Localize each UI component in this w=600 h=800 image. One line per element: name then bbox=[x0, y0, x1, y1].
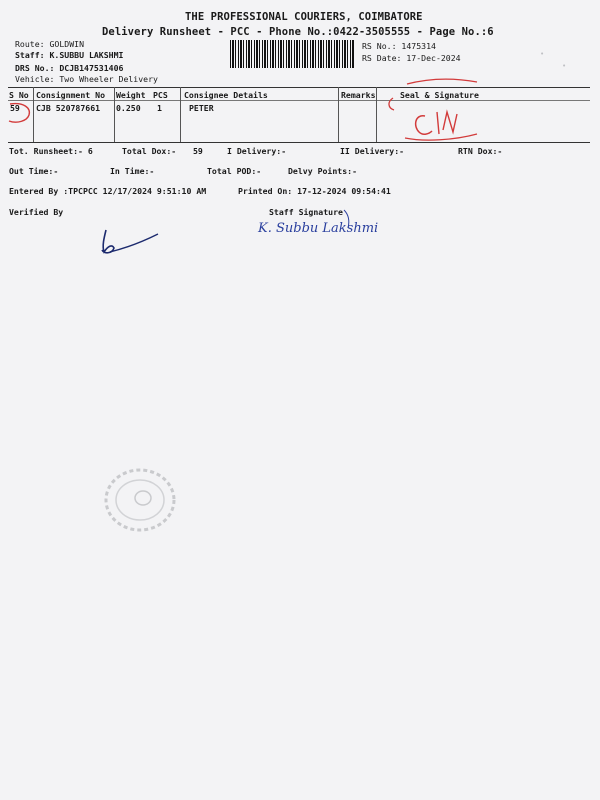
scan-dot: • bbox=[540, 50, 545, 58]
staff-signature-handwriting bbox=[256, 208, 379, 242]
in-time: In Time:- bbox=[110, 166, 155, 176]
col-header-consignee: Consignee Details bbox=[184, 90, 268, 100]
i-delivery: I Delivery:- bbox=[227, 146, 287, 156]
red-ink-circle-mark bbox=[4, 100, 34, 126]
col-divider bbox=[376, 87, 377, 142]
scan-dot: • bbox=[562, 62, 567, 70]
col-divider bbox=[180, 87, 181, 142]
route-label: Route: GOLDWIN bbox=[15, 39, 85, 49]
col-header-weight: Weight bbox=[116, 90, 146, 100]
staff-label: Staff: K.SUBBU LAKSHMI bbox=[15, 50, 124, 60]
col-header-remarks: Remarks bbox=[341, 90, 376, 100]
cell-weight: 0.250 bbox=[116, 103, 141, 113]
verified-signature-scribble bbox=[92, 222, 162, 262]
staff-signature-label: Staff Signature bbox=[269, 207, 343, 217]
tot-runsheet: Tot. Runsheet:- 6 bbox=[9, 146, 93, 156]
cell-pcs: 1 bbox=[157, 103, 162, 113]
printed-on: Printed On: 17-12-2024 09:54:41 bbox=[238, 186, 391, 196]
col-header-pcs: PCS bbox=[153, 90, 168, 100]
rs-date: RS Date: 17-Dec-2024 bbox=[362, 53, 461, 63]
total-pod: Total POD:- bbox=[207, 166, 262, 176]
total-dox-label: Total Dox:- bbox=[122, 146, 177, 156]
col-divider bbox=[114, 87, 115, 142]
table-header-border bbox=[8, 100, 590, 101]
red-ink-seal-handwriting bbox=[385, 74, 485, 144]
drs-number: DRS No.: DCJB147531406 bbox=[15, 63, 124, 73]
company-title: THE PROFESSIONAL COURIERS, COIMBATORE bbox=[185, 11, 423, 23]
col-header-consignment: Consignment No bbox=[36, 90, 106, 100]
cell-consignee: PETER bbox=[189, 103, 214, 113]
vehicle-label: Vehicle: Two Wheeler Delivery bbox=[15, 74, 158, 84]
total-dox-value: 59 bbox=[193, 146, 203, 156]
runsheet-subtitle: Delivery Runsheet - PCC - Phone No.:0422-3505555 - Page No.:6 bbox=[102, 26, 494, 38]
table-top-border bbox=[8, 87, 590, 88]
out-time: Out Time:- bbox=[9, 166, 59, 176]
col-divider bbox=[338, 87, 339, 142]
delvy-points: Delvy Points:- bbox=[288, 166, 358, 176]
cell-consignment: CJB 520787661 bbox=[36, 103, 101, 113]
rtn-dox: RTN Dox:- bbox=[458, 146, 503, 156]
col-header-sno: S No bbox=[9, 90, 29, 100]
staff-signature-text: K. Subbu Lakshmi bbox=[258, 221, 379, 236]
rs-number: RS No.: 1475314 bbox=[362, 41, 436, 51]
ii-delivery: II Delivery:- bbox=[340, 146, 405, 156]
barcode-image bbox=[230, 40, 355, 68]
cell-sno: 59 bbox=[10, 103, 20, 113]
col-header-seal: Seal & Signature bbox=[400, 90, 479, 100]
entered-by: Entered By :TPCPCC 12/17/2024 9:51:10 AM bbox=[9, 186, 207, 196]
verified-by-label: Verified By bbox=[9, 207, 64, 217]
faint-seal-stamp bbox=[100, 462, 190, 542]
table-bottom-border bbox=[8, 142, 590, 143]
